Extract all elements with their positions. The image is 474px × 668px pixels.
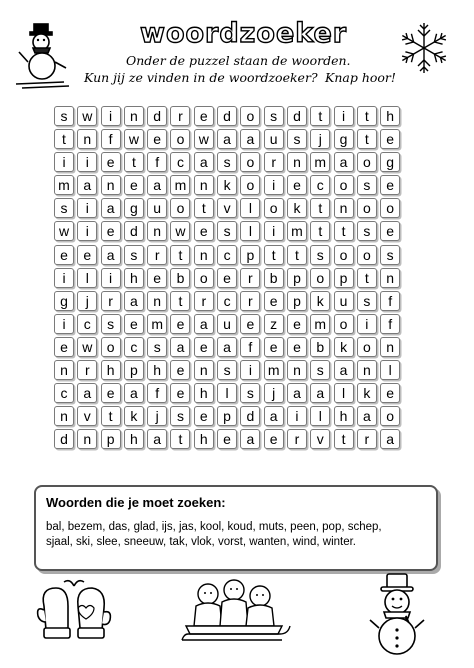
grid-cell: r: [240, 268, 260, 288]
grid-cell: o: [334, 245, 354, 265]
grid-cell: g: [124, 198, 144, 218]
grid-cell: a: [147, 429, 167, 449]
grid-cell: o: [170, 198, 190, 218]
grid-cell: m: [287, 221, 307, 241]
grid-cell: n: [77, 429, 97, 449]
grid-cell: s: [310, 245, 330, 265]
grid-cell: n: [380, 337, 400, 357]
grid-cell: t: [264, 245, 284, 265]
grid-cell: i: [240, 360, 260, 380]
grid-cell: s: [357, 221, 377, 241]
word-list-box: [34, 485, 438, 571]
grid-cell: g: [380, 152, 400, 172]
grid-cell: p: [240, 245, 260, 265]
grid-cell: c: [170, 152, 190, 172]
grid-cell: a: [217, 129, 237, 149]
grid-cell: s: [170, 406, 190, 426]
grid-cell: j: [77, 291, 97, 311]
grid-cell: o: [357, 152, 377, 172]
grid-cell: n: [287, 152, 307, 172]
grid-cell: e: [287, 314, 307, 334]
grid-cell: e: [54, 245, 74, 265]
grid-cell: s: [380, 245, 400, 265]
grid-cell: e: [264, 429, 284, 449]
grid-cell: e: [217, 268, 237, 288]
grid-cell: o: [357, 337, 377, 357]
grid-cell: e: [240, 314, 260, 334]
grid-cell: e: [380, 383, 400, 403]
grid-cell: e: [101, 152, 121, 172]
grid-cell: i: [101, 106, 121, 126]
grid-cell: c: [310, 175, 330, 195]
grid-cell: e: [77, 245, 97, 265]
grid-cell: o: [240, 152, 260, 172]
grid-cell: h: [194, 383, 214, 403]
grid-cell: r: [264, 152, 284, 172]
page-title: woordzoeker: [140, 18, 348, 49]
grid-cell: u: [334, 291, 354, 311]
grid-cell: i: [287, 406, 307, 426]
grid-cell: f: [380, 291, 400, 311]
grid-cell: d: [240, 406, 260, 426]
grid-cell: o: [194, 268, 214, 288]
grid-cell: c: [217, 291, 237, 311]
grid-cell: l: [334, 383, 354, 403]
grid-cell: s: [101, 314, 121, 334]
grid-cell: p: [217, 406, 237, 426]
grid-cell: r: [101, 291, 121, 311]
grid-cell: l: [240, 221, 260, 241]
grid-cell: n: [357, 360, 377, 380]
grid-cell: s: [357, 291, 377, 311]
grid-cell: e: [147, 268, 167, 288]
grid-cell: t: [170, 429, 190, 449]
grid-cell: w: [194, 129, 214, 149]
grid-cell: a: [194, 314, 214, 334]
grid-cell: k: [217, 175, 237, 195]
grid-cell: a: [77, 383, 97, 403]
grid-cell: e: [147, 129, 167, 149]
grid-cell: u: [217, 314, 237, 334]
instruction-line-2: Kun jij ze vinden in de woordzoeker?: [84, 70, 318, 85]
grid-cell: p: [287, 291, 307, 311]
grid-cell: u: [264, 129, 284, 149]
word-search-grid: [54, 106, 400, 449]
grid-cell: n: [54, 360, 74, 380]
grid-cell: f: [101, 129, 121, 149]
grid-cell: t: [310, 106, 330, 126]
grid-cell: s: [147, 337, 167, 357]
instruction-line-1: Onder de puzzel staan de woorden.: [126, 53, 351, 68]
grid-cell: r: [240, 291, 260, 311]
grid-cell: e: [194, 337, 214, 357]
grid-cell: e: [380, 221, 400, 241]
grid-cell: j: [147, 406, 167, 426]
grid-cell: h: [194, 429, 214, 449]
grid-cell: o: [334, 175, 354, 195]
grid-cell: v: [310, 429, 330, 449]
grid-cell: h: [380, 106, 400, 126]
grid-cell: e: [287, 175, 307, 195]
grid-cell: f: [147, 383, 167, 403]
grid-cell: f: [380, 314, 400, 334]
grid-cell: n: [124, 106, 144, 126]
grid-cell: m: [310, 314, 330, 334]
grid-cell: s: [264, 106, 284, 126]
grid-cell: a: [264, 406, 284, 426]
grid-cell: i: [77, 152, 97, 172]
grid-cell: o: [380, 198, 400, 218]
grid-cell: s: [287, 129, 307, 149]
grid-cell: r: [147, 245, 167, 265]
kids-sled-illustration: [178, 578, 294, 650]
grid-cell: t: [310, 221, 330, 241]
grid-cell: n: [287, 360, 307, 380]
grid-cell: h: [124, 429, 144, 449]
grid-cell: o: [240, 175, 260, 195]
grid-cell: n: [194, 360, 214, 380]
grid-cell: t: [357, 129, 377, 149]
grid-cell: l: [217, 383, 237, 403]
grid-cell: a: [240, 129, 260, 149]
grid-cell: e: [264, 337, 284, 357]
grid-cell: t: [124, 152, 144, 172]
grid-cell: a: [101, 198, 121, 218]
grid-cell: a: [334, 360, 354, 380]
grid-cell: g: [54, 291, 74, 311]
grid-cell: b: [264, 268, 284, 288]
grid-cell: v: [77, 406, 97, 426]
grid-cell: i: [334, 106, 354, 126]
grid-cell: k: [287, 198, 307, 218]
grid-cell: h: [124, 268, 144, 288]
grid-cell: o: [101, 337, 121, 357]
grid-cell: k: [124, 406, 144, 426]
grid-cell: i: [101, 268, 121, 288]
grid-cell: k: [310, 291, 330, 311]
grid-cell: m: [264, 360, 284, 380]
snowflake-icon: [396, 20, 452, 76]
grid-cell: a: [380, 429, 400, 449]
grid-cell: d: [147, 106, 167, 126]
grid-cell: s: [217, 360, 237, 380]
grid-cell: w: [54, 221, 74, 241]
grid-cell: s: [310, 360, 330, 380]
grid-cell: e: [380, 129, 400, 149]
word-list-line-2: sjaal, ski, slee, sneeuw, tak, vlok, vorst, wanten, wind, winter.: [46, 536, 357, 548]
grid-cell: a: [77, 175, 97, 195]
grid-cell: j: [310, 129, 330, 149]
grid-cell: a: [287, 383, 307, 403]
grid-cell: r: [357, 429, 377, 449]
grid-cell: r: [170, 106, 190, 126]
grid-cell: o: [310, 268, 330, 288]
grid-cell: e: [194, 221, 214, 241]
grid-cell: s: [217, 152, 237, 172]
grid-cell: l: [240, 198, 260, 218]
grid-cell: m: [54, 175, 74, 195]
grid-cell: a: [101, 245, 121, 265]
grid-cell: d: [287, 106, 307, 126]
grid-cell: r: [77, 360, 97, 380]
grid-cell: z: [264, 314, 284, 334]
grid-cell: p: [124, 360, 144, 380]
grid-cell: t: [170, 245, 190, 265]
grid-cell: l: [380, 360, 400, 380]
grid-cell: w: [77, 337, 97, 357]
snowman-illustration: [368, 570, 426, 658]
grid-cell: w: [124, 129, 144, 149]
grid-cell: t: [334, 221, 354, 241]
grid-cell: n: [147, 291, 167, 311]
grid-cell: a: [124, 383, 144, 403]
grid-cell: e: [380, 175, 400, 195]
grid-cell: f: [147, 152, 167, 172]
grid-cell: e: [170, 314, 190, 334]
grid-cell: r: [194, 291, 214, 311]
grid-cell: a: [334, 152, 354, 172]
grid-cell: i: [264, 221, 284, 241]
grid-cell: l: [310, 406, 330, 426]
grid-cell: n: [147, 221, 167, 241]
grid-cell: s: [240, 383, 260, 403]
grid-cell: o: [334, 314, 354, 334]
grid-cell: n: [194, 245, 214, 265]
grid-cell: n: [101, 175, 121, 195]
grid-cell: e: [54, 337, 74, 357]
word-list-line-1: bal, bezem, das, glad, ijs, jas, kool, koud, muts, peen, pop, schep,: [46, 521, 382, 533]
grid-cell: u: [147, 198, 167, 218]
grid-cell: a: [147, 175, 167, 195]
grid-cell: i: [357, 314, 377, 334]
grid-cell: a: [194, 152, 214, 172]
grid-cell: d: [217, 106, 237, 126]
grid-cell: c: [217, 245, 237, 265]
grid-cell: g: [334, 129, 354, 149]
grid-cell: e: [101, 383, 121, 403]
grid-cell: t: [194, 198, 214, 218]
grid-cell: d: [54, 429, 74, 449]
grid-cell: a: [357, 406, 377, 426]
grid-cell: m: [170, 175, 190, 195]
grid-cell: n: [334, 198, 354, 218]
grid-cell: t: [310, 198, 330, 218]
grid-cell: t: [170, 291, 190, 311]
grid-cell: p: [101, 429, 121, 449]
grid-cell: t: [54, 129, 74, 149]
grid-cell: c: [124, 337, 144, 357]
grid-cell: o: [357, 245, 377, 265]
grid-cell: a: [217, 337, 237, 357]
grid-cell: o: [357, 198, 377, 218]
grid-cell: r: [287, 429, 307, 449]
grid-cell: i: [54, 268, 74, 288]
grid-cell: e: [194, 106, 214, 126]
grid-cell: e: [217, 429, 237, 449]
grid-cell: k: [357, 383, 377, 403]
grid-cell: w: [170, 221, 190, 241]
grid-cell: o: [380, 406, 400, 426]
grid-cell: s: [217, 221, 237, 241]
grid-cell: t: [357, 268, 377, 288]
grid-cell: n: [194, 175, 214, 195]
grid-cell: p: [287, 268, 307, 288]
grid-cell: e: [124, 175, 144, 195]
grid-cell: b: [170, 268, 190, 288]
grid-cell: m: [147, 314, 167, 334]
grid-cell: s: [54, 106, 74, 126]
grid-cell: p: [334, 268, 354, 288]
grid-cell: v: [217, 198, 237, 218]
grid-cell: h: [147, 360, 167, 380]
grid-cell: k: [334, 337, 354, 357]
grid-cell: w: [77, 106, 97, 126]
grid-cell: t: [334, 429, 354, 449]
grid-cell: j: [264, 383, 284, 403]
grid-cell: a: [124, 291, 144, 311]
grid-cell: o: [170, 129, 190, 149]
grid-cell: a: [310, 383, 330, 403]
grid-cell: h: [334, 406, 354, 426]
grid-cell: s: [54, 198, 74, 218]
grid-cell: m: [310, 152, 330, 172]
grid-cell: o: [240, 106, 260, 126]
grid-cell: i: [264, 175, 284, 195]
grid-cell: e: [101, 221, 121, 241]
grid-cell: s: [124, 245, 144, 265]
grid-cell: i: [54, 152, 74, 172]
grid-cell: e: [194, 406, 214, 426]
grid-cell: h: [101, 360, 121, 380]
grid-cell: f: [240, 337, 260, 357]
grid-cell: a: [240, 429, 260, 449]
grid-cell: c: [77, 314, 97, 334]
grid-cell: n: [380, 268, 400, 288]
grid-cell: s: [357, 175, 377, 195]
grid-cell: i: [77, 221, 97, 241]
mittens-illustration: [34, 576, 114, 656]
grid-cell: e: [124, 314, 144, 334]
grid-cell: l: [77, 268, 97, 288]
grid-cell: b: [310, 337, 330, 357]
grid-cell: c: [54, 383, 74, 403]
grid-cell: e: [170, 383, 190, 403]
grid-cell: e: [170, 360, 190, 380]
grid-cell: t: [287, 245, 307, 265]
grid-cell: e: [287, 337, 307, 357]
grid-cell: i: [77, 198, 97, 218]
instruction-line-3: Knap hoor!: [325, 70, 396, 85]
grid-cell: e: [264, 291, 284, 311]
grid-cell: t: [357, 106, 377, 126]
snowman-skier-illustration: [14, 22, 72, 90]
grid-cell: a: [170, 337, 190, 357]
grid-cell: n: [77, 129, 97, 149]
grid-cell: t: [101, 406, 121, 426]
grid-cell: d: [124, 221, 144, 241]
word-list-title: Woorden die je moet zoeken:: [46, 495, 226, 510]
grid-cell: o: [264, 198, 284, 218]
grid-cell: i: [54, 314, 74, 334]
grid-cell: n: [54, 406, 74, 426]
